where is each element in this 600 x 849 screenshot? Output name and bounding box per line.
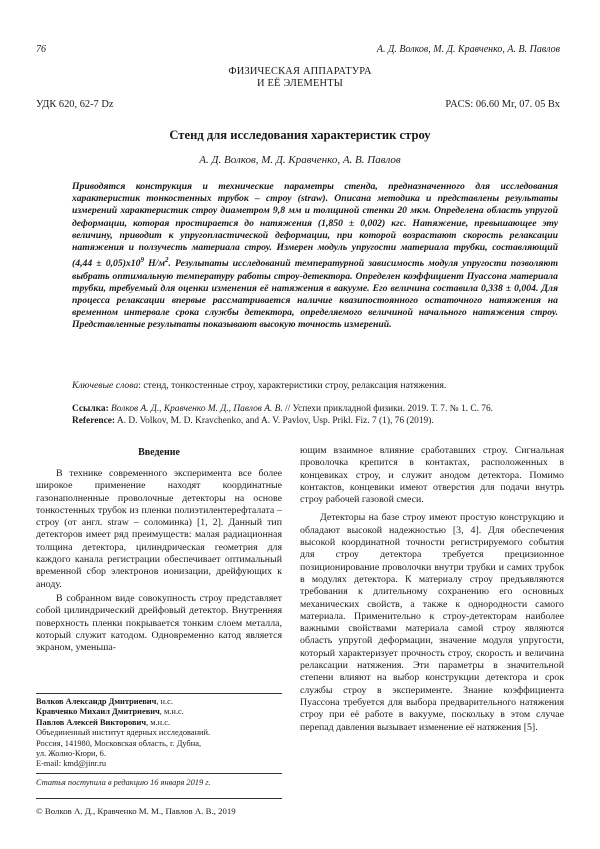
running-header-authors: А. Д. Волков, М. Д. Кравченко, А. В. Павлов [376,44,560,55]
citation-en-text: A. D. Volkov, M. D. Kravchenko, and A. V. Pavlov, Usp. Prikl. Fiz. 7 (1), 76 (2019). [115,415,434,426]
article-authors: А. Д. Волков, М. Д. Кравченко, А. В. Павлов [199,154,401,166]
abstract [72,181,558,332]
citation-ru-rest: // Успехи прикладной физики. 2019. Т. 7. № 1. С. 76. [282,404,493,414]
affiliation-author-3: Павлов Алексей Викторович, м.н.с. [36,717,171,727]
abstract-exponent: 9 [140,256,144,265]
citation-en-label: Reference: [72,415,116,426]
copyright: © Волков А. Д., Кравченко М. М., Павлов А. В., 2019 [36,806,236,816]
keywords-label: Ключевые слова [72,380,139,391]
article-title: Стенд для исследования характеристик строу [169,128,431,142]
citation-ru-label: Ссылка: [72,404,109,414]
copyright-divider [36,798,282,799]
abstract-part2: Н/м [143,258,165,270]
intro-body [36,468,282,654]
abstract-part1: Приводятся конструкция и технические параметры стенда, предназначенного для исследования характеристик тонкостенных трубок – строу (straw). Описана методика и представлены результаты измерений характеристик строу диаметром 9,8 мм и толщиной стенки 20 мкм. Определена область упругой деформации, которая простирается до натяжения (1,850 ± 0,002) кгс. Натяжение, превышающее эту величину, приводит к упругопластической деформации, при которой возрастают скорость релаксации натяжения и ползучесть материала строу. Измерен модуль упругости материала трубки, составляющий (4,44 ± 0,05)x10 [72,181,558,270]
affiliation-address-1: Россия, 141980, Московская область, г. Дубна, [36,738,202,748]
page-number: 76 [36,44,46,55]
citation-block [72,404,558,428]
right-paragraph-2: Детекторы на базе строу имеют простую конструкцию и обладают высокой надежностью [3, 4]. Для обеспечения высокой координатной точности регистрируемого события для строу детектора требуется прецизионное позиционирование проволочки внутри трубки и самих трубок в модулях детектора. К материалу строу предъявляются требования к длительному сохранению его основных механических свойств, а также к однородности самого материала. Применительно к строу-детекторам наиболее важными свойствами материала самой строу являются область упругой деформации, значение модуля упругости, который характеризует прочность строу, скорость и величина релаксации натяжения. Эти параметры в значительной степени влияют на выбор конструкции детектора и срок службы строу в эксперименте. Знание коэффициента Пуассона требуется для выбора предварительного натяжения строу при её работе в вакууме, поскольку в этом случае перепад давления вызывает изменение её натяжения [5]. [300,512,564,733]
abstract-square: 2 [164,256,169,265]
affiliation-divider [36,693,282,694]
right-column-body [300,445,564,734]
intro-paragraph-2: В собранном виде совокупность строу представляет собой цилиндрический дрейфовый детектор. Внутренняя поверхность пленки покрывается тонким слоем металла, который служит катодом. Одновременно катод является экраном, уменьша- [36,592,282,654]
intro-heading: Введение [138,447,180,458]
citation-en [72,416,558,428]
section-heading-line2: И ЕЁ ЭЛЕМЕНТЫ [256,78,344,89]
affiliation-block [36,697,282,770]
received-date: Статья поступила в редакцию 16 января 2019 г. [36,778,211,787]
affiliation-email[interactable]: E-mail: kmd@jinr.ru [36,759,107,769]
keywords [72,380,558,392]
abstract-part3: . Результаты исследований температурной зависимость модуля упругости позволяют выбрать оптимальную температуру работы строу-детектора. Определен коэффициент Пуассона материала трубки, требуемый для оценки изменения её натяжения в вакууме. Его величина составила 0,338 ± 0,004. Для процесса релаксации впервые рассматривается наличие квазипостоянного остаточного натяжения на временном интервале срока службы детектора, определяемого величиной начального натяжения строу. Представленные результаты показывают высокую точность измерений. [72,258,559,331]
affiliation-institute: Объединенный институт ядерных исследований. [36,728,211,738]
section-heading-line1: ФИЗИЧЕСКАЯ АППАРАТУРА [228,66,372,77]
right-column [300,445,564,734]
pacs-code: PACS: 06.60 Mr, 07. 05 Bx [445,99,560,110]
running-header [36,44,560,58]
received-divider [36,773,282,774]
affiliation-author-1: Волков Александр Дмитриевич, н.с. [36,697,173,706]
section-heading [0,66,600,90]
citation-ru-authors: Волков А. Д., Кравченко М. Д., Павлов А. В. [111,404,283,414]
keywords-text: : стенд, тонкостенные строу, характеристики строу, релаксация натяжения. [138,380,447,391]
left-column [36,445,282,654]
citation-ru [72,404,558,416]
intro-paragraph-1: В технике современного эксперимента все более широкое применение находят координатные газонаполненные проволочные детекторы на основе тонкостенных трубок из пленки полиэтилентерефталата – строу (от англ. straw – соломинка) [1, 2]. Данный тип детекторов имеет ряд преимуществ: малая радиационная толщина детектора, цилиндрическая геометрия для каждого канала регистрации обеспечивает оптимальный временной сбор электронов ионизации, дрейфующих к аноду. [36,468,282,590]
right-paragraph-1: ющим взаимное влияние сработавших строу. Сигнальная проволочка крепится в контактах, расположенных в концевиках строу, и служит анодом детектора. Помимо контактов, концевики имеют отверстия для подачи внутрь строу рабочей газовой смеси. [300,445,564,506]
udc-code: УДК 620, 62-7 Dz [36,99,114,110]
affiliation-address-2: ул. Жолио-Кюри, 6. [36,749,106,759]
affiliation-author-2: Кравченко Михаил Дмитриевич, м.н.с. [36,707,184,717]
